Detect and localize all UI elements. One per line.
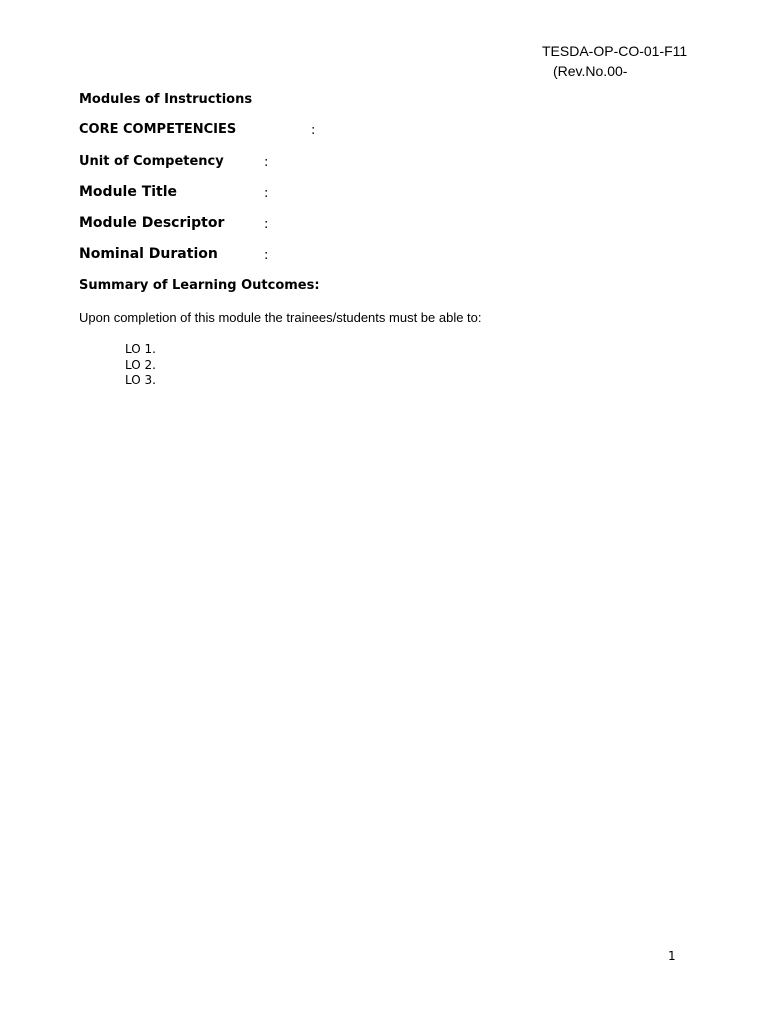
field-label-unit-of-competency: Unit of Competency [79, 154, 224, 169]
field-label-module-descriptor: Module Descriptor [79, 215, 225, 231]
field-colon: : [264, 248, 269, 263]
learning-outcome-item: LO 2. [125, 358, 156, 372]
field-label-core-competencies: CORE COMPETENCIES [79, 122, 237, 137]
field-label-module-title: Module Title [79, 184, 178, 200]
summary-heading: Summary of Learning Outcomes: [79, 278, 320, 293]
field-colon: : [264, 186, 269, 201]
learning-outcome-item: LO 3. [125, 373, 156, 387]
form-code: TESDA-OP-CO-01-F11 [542, 43, 688, 59]
revision-number: (Rev.No.00- [553, 63, 628, 79]
field-label-nominal-duration: Nominal Duration [79, 246, 218, 262]
page-number: 1 [668, 949, 676, 963]
field-colon: : [311, 123, 316, 138]
intro-text: Upon completion of this module the trainees/students must be able to: [79, 310, 482, 325]
learning-outcome-item: LO 1. [125, 342, 156, 356]
field-colon: : [264, 217, 269, 232]
field-colon: : [264, 155, 269, 170]
document-heading: Modules of Instructions [79, 92, 253, 107]
